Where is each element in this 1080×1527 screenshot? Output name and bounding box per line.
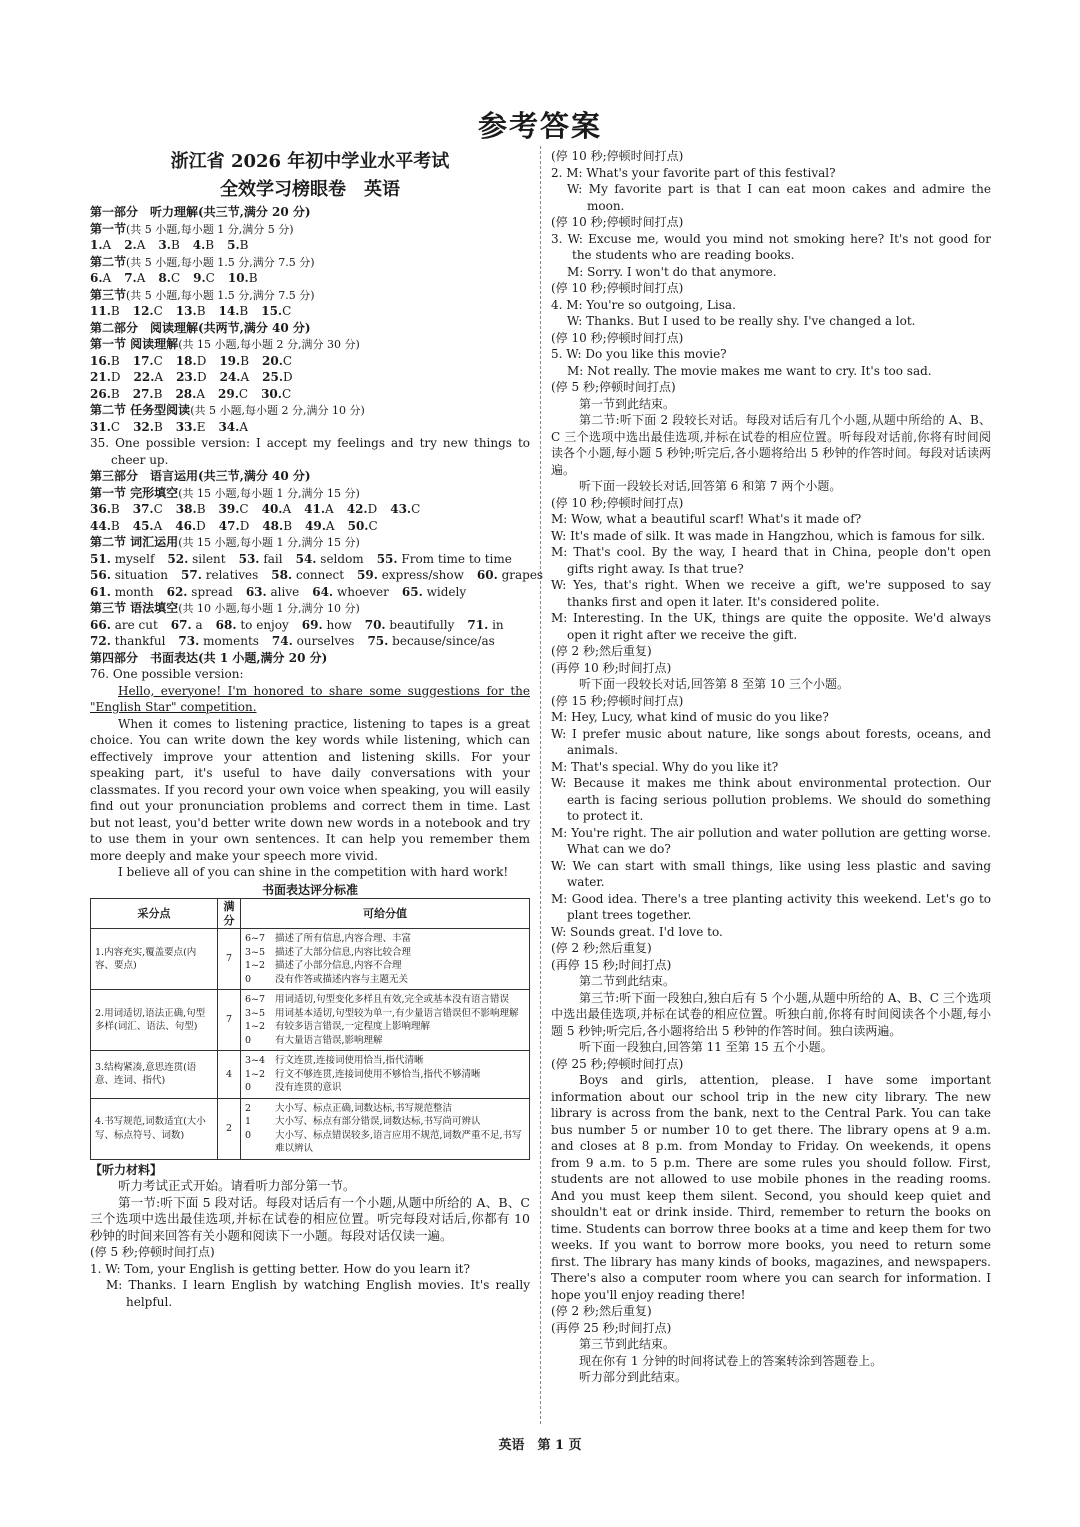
essay-paragraph-2: When it comes to listening practice, listening to tapes is a great choice. You can write down the key words while listening, which can effectively improve your attention and listening skills. For your speaking part, it's useful to have daily conversations with your classmates. If you record your own voice when speaking, you will easily find out your pronunciation problems and correct them in time. Last but not least, you'd better write down new words in a notebook and try to use them in your own sentences. It can help you remember them more deeply and make your speech more vivid. bbox=[90, 716, 530, 863]
answer-item: 56. situation bbox=[90, 568, 169, 582]
paragraph: 第二节到此结束。 bbox=[579, 974, 676, 988]
dialog-line: W: It's made of silk. It was made in Hangzhou, which is famous for silk. bbox=[551, 528, 986, 543]
answer-item: 74. ourselves bbox=[271, 634, 355, 648]
max-score: 4 bbox=[218, 1051, 241, 1099]
answer-item: 61. month bbox=[90, 584, 154, 599]
answer-item: 41.A bbox=[304, 502, 334, 516]
listening-material-heading: 【听力材料】 bbox=[90, 1162, 163, 1177]
answer-item: 21.D bbox=[90, 370, 121, 384]
part-2-section-1-heading: 第一节 阅读理解(共 15 小题,每小题 2 分,满分 30 分) bbox=[90, 337, 360, 351]
score-levels bbox=[241, 1051, 530, 1099]
part-4-heading: 第四部分 书面表达(共 1 小题,满分 20 分) bbox=[90, 650, 328, 665]
scoring-table-title: 书面表达评分标准 bbox=[261, 882, 358, 897]
answer-item: 29.C bbox=[218, 386, 249, 401]
answer-item: 5.B bbox=[227, 238, 249, 252]
score-level: 2 大小写、标点正确,词数达标,书写规范整洁 bbox=[245, 1102, 453, 1114]
answer-item: 22.A bbox=[133, 370, 164, 384]
part-3-heading: 第三部分 语言运用(共三节,满分 40 分) bbox=[90, 469, 311, 483]
answer-item: 57. relatives bbox=[181, 568, 259, 582]
score-level: 1~2 有较多语言错误,一定程度上影响理解 bbox=[245, 1021, 431, 1032]
dialog-line: M: Not really. The movie makes me want to cry. It's too sad. bbox=[567, 363, 932, 378]
score-level: 6~7 用词适切,句型变化多样且有效,完全或基本没有语言错误 bbox=[245, 994, 510, 1005]
pause-note: (停 15 秒;停顿时间打点) bbox=[551, 693, 684, 708]
answer-row bbox=[90, 633, 530, 650]
answer-row bbox=[90, 303, 530, 320]
answer-item: 25.D bbox=[262, 370, 293, 384]
answer-item: 36.B bbox=[90, 502, 120, 516]
dialog-line: M: Sorry. I won't do that anymore. bbox=[567, 264, 777, 279]
part-2-section-2-heading: 第二节 任务型阅读(共 5 小题,每小题 2 分,满分 10 分) bbox=[90, 403, 365, 417]
answer-item: 75. because/since/as bbox=[367, 634, 495, 648]
dialog-line: M: Good idea. There's a tree planting activity this weekend. Let's go to plant trees together. bbox=[551, 891, 991, 922]
answer-item: 8.C bbox=[158, 271, 181, 285]
listening-section-1-instructions: 第一节:听下面 5 段对话。每段对话后有一个小题,从题中所给的 A、B、C 三个选项中选出最佳选项,并标在试卷的相应位置。听完每段对话后,你都有 10 秒钟的时间来回答有关小题和阅读下一小题。每段对话仅读一遍。 bbox=[90, 1194, 530, 1243]
dialog-line: 3. W: Excuse me, would you mind not smoking here? It's not good for the students who are reading books. bbox=[551, 231, 991, 262]
answer-item: 20.C bbox=[262, 353, 293, 368]
part-3-section-1-heading: 第一节 完形填空(共 15 小题,每小题 1 分,满分 15 分) bbox=[90, 485, 360, 500]
answer-row bbox=[90, 551, 530, 568]
dialog-line: M: Thanks. I learn English by watching English movies. It's really helpful. bbox=[106, 1278, 530, 1309]
dialog-line: M: Hey, Lucy, what kind of music do you like? bbox=[551, 710, 829, 724]
answer-item: 54. seldom bbox=[295, 551, 364, 566]
dialog-line: W: Sounds great. I'd love to. bbox=[551, 924, 723, 939]
pause-note: (停 10 秒;停顿时间打点) bbox=[551, 281, 684, 295]
answer-row bbox=[90, 567, 544, 584]
answer-item: 39.C bbox=[218, 502, 249, 516]
answer-item: 17.C bbox=[132, 353, 163, 368]
answer-35: 35. One possible version: I accept my feelings and try new things to cheer up. bbox=[90, 436, 530, 467]
score-level: 0 没有连贯的意识 bbox=[245, 1082, 342, 1093]
answer-item: 37.C bbox=[132, 502, 163, 516]
dialog-line: 4. M: You're so outgoing, Lisa. bbox=[551, 297, 736, 312]
answer-item: 24.A bbox=[219, 370, 250, 384]
answer-row bbox=[90, 353, 530, 370]
part-3-section-2-heading: 第二节 词汇运用(共 15 小题,每小题 1 分,满分 15 分) bbox=[90, 535, 360, 549]
answer-item: 66. are cut bbox=[90, 617, 158, 632]
listening-intro: 听力考试正式开始。请看听力部分第一节。 bbox=[118, 1178, 356, 1193]
score-level: 3~5 用词基本适切,句型较为单一,有少量语言错误但不影响理解 bbox=[245, 1007, 519, 1019]
answer-item: 43.C bbox=[390, 502, 421, 516]
answer-item: 59. express/show bbox=[357, 568, 464, 582]
pause-note: (停 5 秒;停顿时间打点) bbox=[90, 1245, 215, 1259]
answer-item: 23.D bbox=[176, 370, 207, 384]
paragraph: 听下面一段独白,回答第 11 至第 15 五个小题。 bbox=[579, 1040, 833, 1054]
answer-item: 55. From time to time bbox=[376, 551, 512, 566]
answer-item: 26.B bbox=[90, 386, 120, 401]
answer-item: 15.C bbox=[261, 304, 292, 318]
answer-item: 67. a bbox=[170, 617, 203, 632]
answer-row bbox=[90, 501, 530, 518]
answer-item: 1.A bbox=[90, 238, 112, 252]
answer-item: 11.B bbox=[90, 304, 120, 318]
pause-note: (再停 10 秒;时间打点) bbox=[551, 660, 672, 675]
dialog-line: W: Yes, that's right. When we receive a gift, we're supposed to say thanks first and open it later. It's considered polite. bbox=[551, 578, 991, 609]
answer-item: 30.C bbox=[261, 386, 292, 401]
pause-note: (停 10 秒;停顿时间打点) bbox=[551, 330, 684, 345]
pause-note: (停 5 秒;停顿时间打点) bbox=[551, 380, 676, 394]
exam-title-line-1: 浙江省 2026 年初中学业水平考试 bbox=[170, 151, 450, 172]
part-1-section-1-heading: 第一节(共 5 小题,每小题 1 分,满分 5 分) bbox=[90, 221, 294, 236]
answer-item: 13.B bbox=[175, 304, 206, 318]
answer-row bbox=[90, 386, 530, 403]
pause-note: (停 2 秒;然后重复) bbox=[551, 941, 652, 955]
answer-item: 71. in bbox=[467, 617, 504, 632]
answer-item: 27.B bbox=[132, 386, 163, 401]
answer-item: 12.C bbox=[132, 304, 163, 318]
answer-item: 70. beautifully bbox=[364, 617, 455, 632]
part-1-section-2-heading: 第二节(共 5 小题,每小题 1.5 分,满分 7.5 分) bbox=[90, 254, 315, 269]
answer-item: 10.B bbox=[227, 271, 258, 285]
pause-note: (停 25 秒;停顿时间打点) bbox=[551, 1056, 684, 1071]
part-3-section-3-heading: 第三节 语法填空(共 10 小题,每小题 1 分,满分 10 分) bbox=[90, 601, 360, 615]
paragraph: 第二节:听下面 2 段较长对话。每段对话后有几个小题,从题中所给的 A、B、C 三个选项中选出最佳选项,并标在试卷的相应位置。听每段对话前,你将有时间阅读各个小题,每小题 5 秒钟;听完后,各小题将给出 5 秒钟的作答时间。每段对话读两遍。 bbox=[551, 413, 991, 477]
paragraph: 听下面一段较长对话,回答第 6 和第 7 两个小题。 bbox=[579, 479, 842, 493]
page-footer: 英语 第 1 页 bbox=[498, 1438, 582, 1453]
answer-item: 48.B bbox=[262, 518, 293, 533]
score-level: 3~5 描述了大部分信息,内容比较合理 bbox=[245, 946, 412, 958]
score-point: 4.书写规范,词数适宜(大小写、标点符号、词数) bbox=[91, 1098, 218, 1159]
pause-note: (停 2 秒;然后重复) bbox=[551, 1304, 652, 1318]
dialog-line: M: That's cool. By the way, I heard that in China, people don't open gifts right away. Is that true? bbox=[551, 545, 991, 576]
answer-item: 58. connect bbox=[271, 568, 345, 582]
answer-item: 44.B bbox=[90, 518, 120, 533]
answer-item: 62. spread bbox=[166, 584, 233, 599]
part-2-heading: 第二部分 阅读理解(共两节,满分 40 分) bbox=[90, 320, 311, 335]
answer-item: 6.A bbox=[90, 271, 112, 285]
part-1-heading: 第一部分 听力理解(共三节,满分 20 分) bbox=[90, 205, 311, 219]
answer-row bbox=[90, 617, 530, 634]
dialog-line: W: I prefer music about nature, like songs about forests, oceans, and animals. bbox=[551, 726, 991, 757]
column-divider bbox=[540, 146, 541, 1424]
answer-item: 7.A bbox=[124, 271, 146, 285]
answer-item: 34.A bbox=[218, 419, 249, 434]
answer-item: 69. how bbox=[301, 617, 352, 632]
answer-item: 19.B bbox=[219, 353, 250, 368]
answer-item: 63. alive bbox=[245, 584, 300, 599]
answer-item: 14.B bbox=[218, 304, 249, 318]
essay-paragraph-1: Hello, everyone! I'm honored to share some suggestions for the "English Star" competition. bbox=[90, 683, 530, 714]
answer-item: 32.B bbox=[133, 419, 163, 434]
dialog-line: W: Thanks. But I used to be really shy. I've changed a lot. bbox=[567, 314, 916, 328]
table-row bbox=[91, 929, 530, 990]
answer-row bbox=[90, 584, 530, 601]
answer-item: 31.C bbox=[90, 419, 121, 434]
answer-item: 18.D bbox=[175, 353, 207, 368]
answer-item: 72. thankful bbox=[90, 634, 166, 648]
paragraph: 第三节到此结束。 bbox=[579, 1337, 676, 1351]
table-row bbox=[91, 990, 530, 1051]
answer-item: 28.A bbox=[175, 386, 205, 401]
answer-item: 42.D bbox=[346, 502, 378, 516]
score-levels bbox=[241, 929, 530, 990]
score-level: 3~4 行文连贯,连接词使用恰当,指代清晰 bbox=[245, 1055, 424, 1066]
pause-note: (停 2 秒;然后重复) bbox=[551, 644, 652, 658]
answer-row bbox=[90, 237, 530, 254]
answer-item: 52. silent bbox=[167, 551, 226, 566]
answer-item: 49.A bbox=[305, 518, 335, 533]
part-1-section-3-heading: 第三节(共 5 小题,每小题 1.5 分,满分 7.5 分) bbox=[90, 287, 315, 302]
table-header: 采分点 bbox=[91, 899, 218, 929]
answer-item: 33.E bbox=[175, 419, 206, 434]
dialog-line: 5. W: Do you like this movie? bbox=[551, 347, 727, 361]
exam-title bbox=[90, 148, 530, 204]
answer-item: 73. moments bbox=[178, 634, 259, 648]
answer-item: 50.C bbox=[347, 518, 378, 533]
answer-item: 3.B bbox=[158, 238, 180, 252]
answer-item: 4.B bbox=[192, 238, 215, 252]
paragraph: 第三节:听下面一段独白,独白后有 5 个小题,从题中所给的 A、B、C 三个选项中选出最佳选项,并标在试卷的相应位置。听独白前,你将有时间阅读各个小题,每小题 5 秒钟;听完后,各小题将给出 5 秒钟的作答时间。独白读两遍。 bbox=[551, 990, 991, 1038]
table-row bbox=[91, 1098, 530, 1159]
answer-item: 9.C bbox=[193, 271, 215, 285]
dialog-line: 1. W: Tom, your English is getting better. How do you learn it? bbox=[90, 1261, 470, 1276]
max-score: 2 bbox=[218, 1098, 241, 1159]
pause-note: (停 10 秒;停顿时间打点) bbox=[551, 149, 684, 163]
dialog-line: W: My favorite part is that I can eat moon cakes and admire the moon. bbox=[567, 182, 991, 213]
dialog-line: 2. M: What's your favorite part of this festival? bbox=[551, 165, 836, 180]
answer-item: 40.A bbox=[261, 502, 292, 516]
page-title: 参考答案 bbox=[477, 109, 602, 143]
essay-paragraph-3: I believe all of you can shine in the competition with hard work! bbox=[118, 865, 509, 879]
answer-item: 65. widely bbox=[401, 584, 467, 599]
answer-item: 68. to enjoy bbox=[215, 617, 289, 632]
score-levels bbox=[241, 990, 530, 1051]
score-level: 0 有大量语言错误,影响理解 bbox=[245, 1034, 383, 1046]
answer-item: 47.D bbox=[218, 518, 250, 533]
answer-row bbox=[90, 518, 530, 535]
paragraph: 听力部分到此结束。 bbox=[579, 1370, 688, 1384]
score-point: 1.内容充实,覆盖要点(内容、要点) bbox=[91, 929, 218, 990]
answer-item: 45.A bbox=[132, 518, 163, 533]
max-score: 7 bbox=[218, 929, 241, 990]
score-level: 6~7 描述了所有信息,内容合理、丰富 bbox=[245, 933, 412, 944]
dialog-line: W: Because it makes me think about environmental protection. Our earth is facing serious pollution problems. We should do something to protect it. bbox=[551, 776, 991, 823]
paragraph: 第一节到此结束。 bbox=[579, 396, 676, 411]
score-point: 2.用词适切,语法正确,句型多样(词汇、语法、句型) bbox=[91, 990, 218, 1051]
scoring-table bbox=[90, 898, 530, 1160]
score-level: 1 大小写、标点有部分错误,词数达标,书写尚可辨认 bbox=[245, 1116, 481, 1127]
pause-note: (停 10 秒;停顿时间打点) bbox=[551, 215, 684, 229]
dialog-line: M: That's special. Why do you like it? bbox=[551, 759, 779, 774]
paragraph: Boys and girls, attention, please. I have some important information about our school trip in the new city library. The new library is across from the bank, next to the Central Park. You can take bus number 5 or number 10 to get there. The library opens at 9 a.m. and closes at 8 p.m. from Monday to Friday. On weekends, it opens from 9 a.m. to 5 p.m. There are some rules you should follow. First, students are not allowed to use mobile phones in the reading rooms. And you must keep them silent. Second, you should keep quiet and shouldn't eat or drink inside. Third, remember to return the books on time. Students can borrow three books at a time and keep them for two weeks. If you want to borrow more books, you need to return some first. The library has many kinds of books, magazines, and newspapers. There's also a computer room where you can search for information. I hope you'll enjoy reading there! bbox=[551, 1073, 991, 1302]
answer-item: 16.B bbox=[90, 353, 120, 368]
table-header: 满分 bbox=[218, 899, 241, 929]
right-column bbox=[551, 148, 991, 1386]
answer-item: 53. fail bbox=[238, 551, 283, 566]
dialog-line: W: We can start with small things, like using less plastic and saving water. bbox=[551, 858, 991, 889]
answer-item: 60. grapes bbox=[476, 568, 544, 582]
paragraph: 听下面一段较长对话,回答第 8 至第 10 三个小题。 bbox=[579, 677, 849, 691]
answer-row bbox=[90, 270, 530, 287]
pause-note: (再停 15 秒;时间打点) bbox=[551, 957, 672, 972]
score-level: 0 大小写、标点错误较多,语言应用不规范,词数严重不足,书写难以辨认 bbox=[245, 1129, 522, 1154]
left-column bbox=[90, 148, 544, 1310]
max-score: 7 bbox=[218, 990, 241, 1051]
answer-76-label: 76. One possible version: bbox=[90, 667, 244, 681]
dialog-line: M: Wow, what a beautiful scarf! What's it made of? bbox=[551, 512, 862, 526]
dialog-line: M: Interesting. In the UK, things are quite the opposite. We'd always open it right after we receive the gift. bbox=[551, 611, 991, 642]
answer-item: 38.B bbox=[175, 502, 206, 516]
score-level: 0 没有作答或描述内容与主题无关 bbox=[245, 973, 409, 985]
dialog-line: M: You're right. The air pollution and water pollution are getting worse. What can we do? bbox=[551, 825, 991, 856]
pause-note: (再停 25 秒;时间打点) bbox=[551, 1320, 672, 1335]
score-point: 3.结构紧凑,意思连贯(语意、连词、指代) bbox=[91, 1051, 218, 1099]
answer-row bbox=[90, 369, 530, 386]
score-level: 1~2 描述了小部分信息,内容不合理 bbox=[245, 960, 402, 971]
exam-title-line-2: 全效学习榜眼卷 英语 bbox=[220, 179, 400, 200]
paragraph: 现在你有 1 分钟的时间将试卷上的答案转涂到答题卷上。 bbox=[579, 1353, 883, 1368]
answer-item: 64. whoever bbox=[312, 584, 389, 599]
answer-item: 2.A bbox=[124, 238, 146, 252]
answer-item: 46.D bbox=[175, 518, 206, 533]
table-header: 可给分值 bbox=[241, 899, 530, 929]
answer-row bbox=[90, 419, 530, 436]
answer-item: 51. myself bbox=[90, 551, 155, 566]
table-row bbox=[91, 1051, 530, 1099]
score-levels bbox=[241, 1098, 530, 1159]
pause-note: (停 10 秒;停顿时间打点) bbox=[551, 495, 684, 510]
score-level: 1~2 行文不够连贯,连接词使用不够恰当,指代不够清晰 bbox=[245, 1068, 481, 1080]
